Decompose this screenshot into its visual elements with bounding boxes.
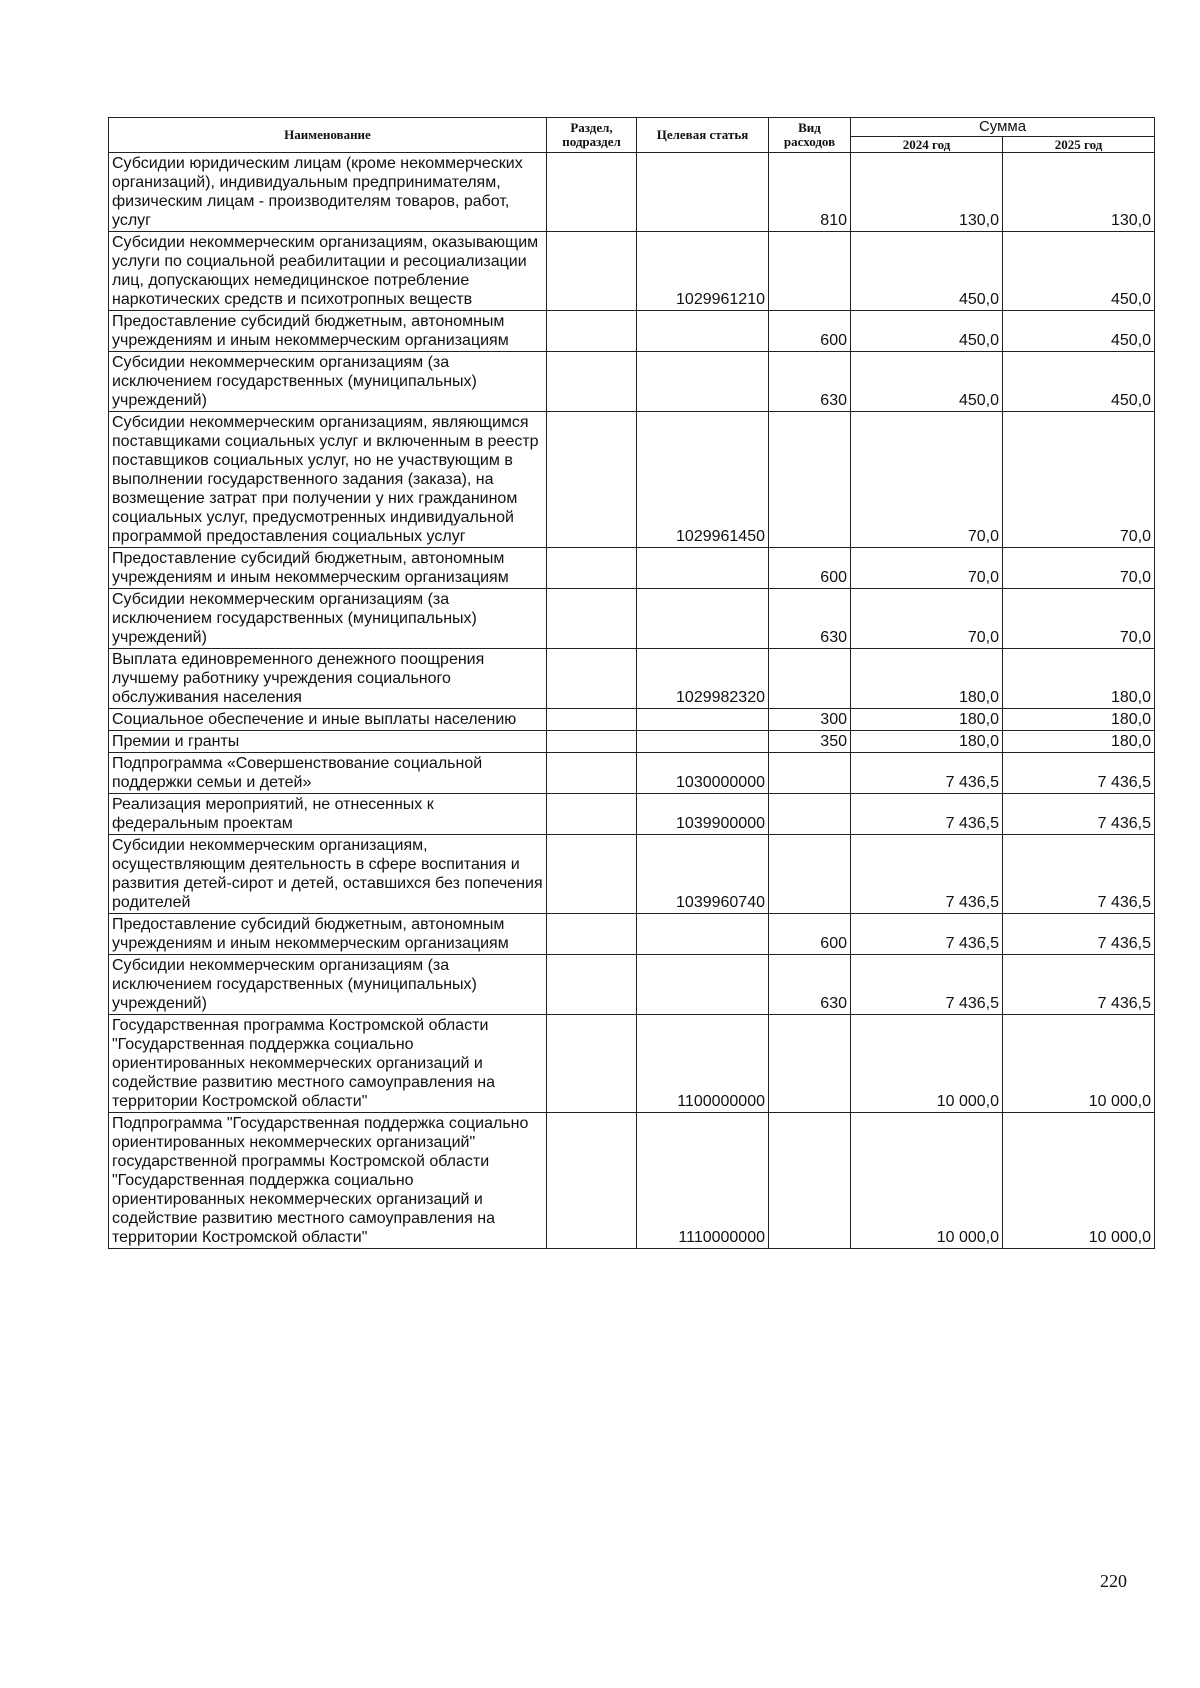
cell-amount-2024: 450,0	[851, 311, 1003, 352]
cell-target: 1039960740	[637, 835, 769, 914]
table-row	[109, 794, 1155, 835]
cell-section	[547, 548, 637, 589]
cell-target: 1029961210	[637, 232, 769, 311]
table-row	[109, 649, 1155, 709]
cell-amount-2025: 70,0	[1003, 548, 1155, 589]
cell-amount-2025: 7 436,5	[1003, 914, 1155, 955]
cell-section	[547, 311, 637, 352]
cell-amount-2025: 450,0	[1003, 352, 1155, 412]
cell-type: 630	[769, 352, 851, 412]
cell-section	[547, 914, 637, 955]
cell-amount-2025: 180,0	[1003, 709, 1155, 731]
cell-name: Субсидии некоммерческим организациям (за исключением государственных (муниципальных) учреждений)	[109, 589, 547, 649]
table-row	[109, 352, 1155, 412]
table-row	[109, 589, 1155, 649]
cell-type: 630	[769, 589, 851, 649]
cell-section	[547, 955, 637, 1015]
cell-amount-2024: 7 436,5	[851, 794, 1003, 835]
cell-section	[547, 589, 637, 649]
cell-amount-2024: 180,0	[851, 709, 1003, 731]
cell-amount-2024: 7 436,5	[851, 835, 1003, 914]
budget-table	[108, 117, 1155, 1249]
cell-target: 1039900000	[637, 794, 769, 835]
cell-amount-2024: 7 436,5	[851, 914, 1003, 955]
table-row	[109, 412, 1155, 548]
header-year-2025: 2025 год	[1003, 137, 1155, 153]
cell-amount-2024: 180,0	[851, 649, 1003, 709]
table-row	[109, 753, 1155, 794]
cell-target: 1110000000	[637, 1113, 769, 1249]
cell-section	[547, 1113, 637, 1249]
cell-amount-2025: 7 436,5	[1003, 753, 1155, 794]
cell-amount-2024: 130,0	[851, 153, 1003, 232]
cell-target	[637, 955, 769, 1015]
table-row	[109, 914, 1155, 955]
cell-target: 1029961450	[637, 412, 769, 548]
cell-section	[547, 153, 637, 232]
cell-amount-2025: 450,0	[1003, 311, 1155, 352]
cell-section	[547, 412, 637, 548]
cell-target	[637, 153, 769, 232]
cell-section	[547, 731, 637, 753]
cell-amount-2025: 180,0	[1003, 731, 1155, 753]
header-name: Наименование	[109, 118, 547, 153]
header-sum: Сумма	[851, 118, 1155, 137]
cell-section	[547, 352, 637, 412]
cell-amount-2025: 70,0	[1003, 412, 1155, 548]
cell-amount-2024: 7 436,5	[851, 955, 1003, 1015]
page-number: 220	[1100, 1571, 1127, 1591]
cell-amount-2025: 450,0	[1003, 232, 1155, 311]
cell-type: 600	[769, 311, 851, 352]
cell-type	[769, 1015, 851, 1113]
cell-section	[547, 232, 637, 311]
cell-target	[637, 548, 769, 589]
cell-name: Субсидии некоммерческим организациям, осуществляющим деятельность в сфере воспитания и развития детей-сирот и детей, оставшихся без попечения родителей	[109, 835, 547, 914]
cell-name: Премии и гранты	[109, 731, 547, 753]
table-row	[109, 1015, 1155, 1113]
cell-type	[769, 794, 851, 835]
table-body	[109, 153, 1155, 1249]
cell-amount-2024: 70,0	[851, 548, 1003, 589]
cell-type: 600	[769, 914, 851, 955]
table-row	[109, 835, 1155, 914]
cell-type: 350	[769, 731, 851, 753]
cell-amount-2025: 10 000,0	[1003, 1113, 1155, 1249]
cell-name: Предоставление субсидий бюджетным, автономным учреждениям и иным некоммерческим организациям	[109, 914, 547, 955]
cell-section	[547, 709, 637, 731]
cell-amount-2025: 180,0	[1003, 649, 1155, 709]
cell-amount-2024: 10 000,0	[851, 1015, 1003, 1113]
cell-amount-2024: 450,0	[851, 232, 1003, 311]
cell-section	[547, 649, 637, 709]
table-row	[109, 153, 1155, 232]
cell-target	[637, 731, 769, 753]
cell-section	[547, 835, 637, 914]
cell-amount-2024: 10 000,0	[851, 1113, 1003, 1249]
cell-type	[769, 412, 851, 548]
cell-type	[769, 232, 851, 311]
table-row	[109, 548, 1155, 589]
cell-target	[637, 914, 769, 955]
cell-name: Субсидии некоммерческим организациям, оказывающим услуги по социальной реабилитации и ресоциализации лиц, допускающих немедицинское потребление наркотических средств и психотропных веществ	[109, 232, 547, 311]
cell-type: 600	[769, 548, 851, 589]
cell-amount-2025: 130,0	[1003, 153, 1155, 232]
cell-name: Подпрограмма «Совершенствование социальной поддержки семьи и детей»	[109, 753, 547, 794]
cell-section	[547, 1015, 637, 1113]
cell-amount-2024: 180,0	[851, 731, 1003, 753]
cell-type	[769, 753, 851, 794]
cell-section	[547, 753, 637, 794]
table-header	[109, 118, 1155, 153]
cell-name: Государственная программа Костромской области "Государственная поддержка социально ориентированных некоммерческих организаций и содействие развитию местного самоуправления на территории Костромской области"	[109, 1015, 547, 1113]
cell-name: Предоставление субсидий бюджетным, автономным учреждениям и иным некоммерческим организациям	[109, 548, 547, 589]
cell-type: 630	[769, 955, 851, 1015]
cell-amount-2024: 7 436,5	[851, 753, 1003, 794]
cell-target	[637, 709, 769, 731]
cell-name: Субсидии юридическим лицам (кроме некоммерческих организаций), индивидуальным предпринимателям, физическим лицам - производителям товаров, работ, услуг	[109, 153, 547, 232]
table-row	[109, 731, 1155, 753]
cell-amount-2025: 7 436,5	[1003, 955, 1155, 1015]
cell-name: Социальное обеспечение и иные выплаты населению	[109, 709, 547, 731]
cell-amount-2025: 7 436,5	[1003, 794, 1155, 835]
cell-name: Субсидии некоммерческим организациям (за исключением государственных (муниципальных) учреждений)	[109, 955, 547, 1015]
cell-target: 1030000000	[637, 753, 769, 794]
table-row	[109, 232, 1155, 311]
cell-name: Реализация мероприятий, не отнесенных к федеральным проектам	[109, 794, 547, 835]
header-target: Целевая статья	[637, 118, 769, 153]
cell-name: Предоставление субсидий бюджетным, автономным учреждениям и иным некоммерческим организациям	[109, 311, 547, 352]
cell-name: Подпрограмма "Государственная поддержка социально ориентированных некоммерческих организаций" государственной программы Костромской области "Государственная поддержка социально ориентированных некоммерческих организаций и содействие развитию местного самоуправления на территории Костромской области"	[109, 1113, 547, 1249]
table-row	[109, 709, 1155, 731]
table-row	[109, 311, 1155, 352]
cell-target	[637, 311, 769, 352]
cell-type	[769, 649, 851, 709]
cell-target: 1029982320	[637, 649, 769, 709]
cell-name: Субсидии некоммерческим организациям, являющимся поставщиками социальных услуг и включенным в реестр поставщиков социальных услуг, но не участвующим в выполнении государственного задания (заказа), на возмещение затрат при получении у них гражданином социальных услуг, предусмотренных индивидуальной программой предоставления социальных услуг	[109, 412, 547, 548]
header-section: Раздел, подраздел	[547, 118, 637, 153]
cell-section	[547, 794, 637, 835]
cell-type	[769, 1113, 851, 1249]
cell-amount-2024: 70,0	[851, 589, 1003, 649]
table-row	[109, 1113, 1155, 1249]
cell-amount-2024: 450,0	[851, 352, 1003, 412]
cell-amount-2024: 70,0	[851, 412, 1003, 548]
cell-amount-2025: 7 436,5	[1003, 835, 1155, 914]
cell-target: 1100000000	[637, 1015, 769, 1113]
header-type: Вид расходов	[769, 118, 851, 153]
cell-amount-2025: 70,0	[1003, 589, 1155, 649]
cell-name: Субсидии некоммерческим организациям (за исключением государственных (муниципальных) учреждений)	[109, 352, 547, 412]
header-year-2024: 2024 год	[851, 137, 1003, 153]
cell-target	[637, 589, 769, 649]
cell-type: 300	[769, 709, 851, 731]
cell-type	[769, 835, 851, 914]
cell-name: Выплата единовременного денежного поощрения лучшему работнику учреждения социального обслуживания населения	[109, 649, 547, 709]
cell-amount-2025: 10 000,0	[1003, 1015, 1155, 1113]
cell-type: 810	[769, 153, 851, 232]
table-row	[109, 955, 1155, 1015]
cell-target	[637, 352, 769, 412]
